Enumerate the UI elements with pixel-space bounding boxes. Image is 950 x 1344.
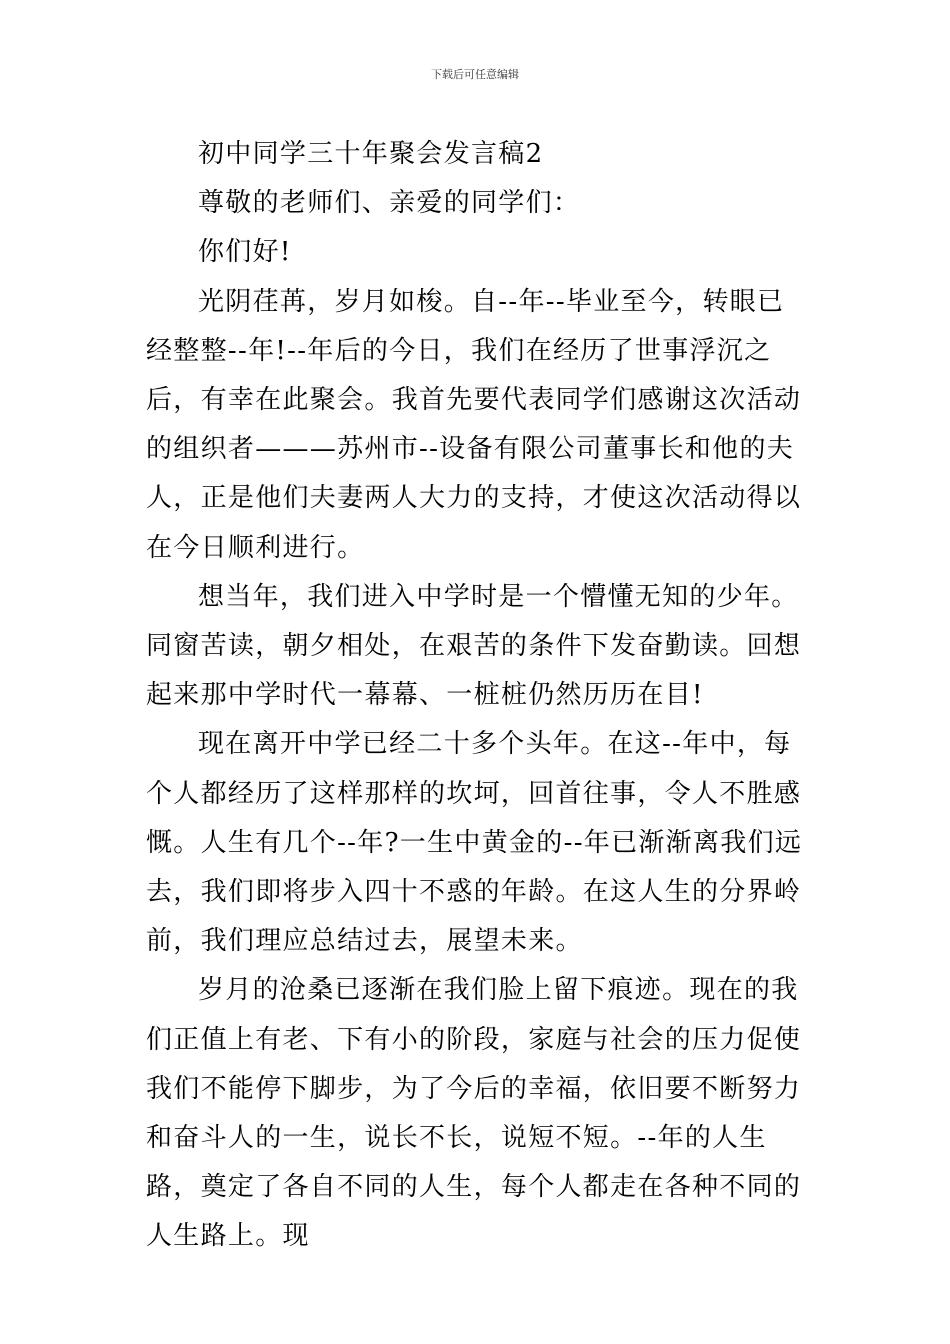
header-note: 下载后可任意编辑 <box>431 68 519 81</box>
paragraph-1: 光阴荏苒，岁月如梭。自--年--毕业至今，转眼已经整整--年!--年后的今日，我们在经历了世事浮沉之后，有幸在此聚会。我首先要代表同学们感谢这次活动的组织者———苏州市--设备有限公司董事长和他的夫人，正是他们夫妻两人大力的支持，才使这次活动得以在今日顺利进行。 <box>146 286 802 563</box>
salutation: 尊敬的老师们、亲爱的同学们： <box>198 188 581 219</box>
paragraph-3: 现在离开中学已经二十多个头年。在这--年中，每个人都经历了这样那样的坎坷，回首往事，令人不胜感慨。人生有几个--年?一生中黄金的--年已渐渐离我们远去，我们即将步入四十不惑的年龄。在这人生的分界岭前，我们理应总结过去，展望未来。 <box>146 729 803 957</box>
paragraph-2: 想当年，我们进入中学时是一个懵懂无知的少年。同窗苦读，朝夕相处，在艰苦的条件下发奋勤读。回想起来那中学时代一幕幕、一桩桩仍然历历在目! <box>146 581 802 711</box>
paragraph-4: 岁月的沧桑已逐渐在我们脸上留下痕迹。现在的我们正值上有老、下有小的阶段，家庭与社会的压力促使我们不能停下脚步，为了今后的幸福，依旧要不断努力和奋斗人的一生，说长不长，说短不短。--年的人生路，奠定了各自不同的人生，每个人都走在各种不同的人生路上。现 <box>146 975 802 1252</box>
document-title: 初中同学三十年聚会发言稿2 <box>198 139 544 169</box>
document-body <box>146 130 810 1262</box>
greeting: 你们好! <box>198 237 292 268</box>
